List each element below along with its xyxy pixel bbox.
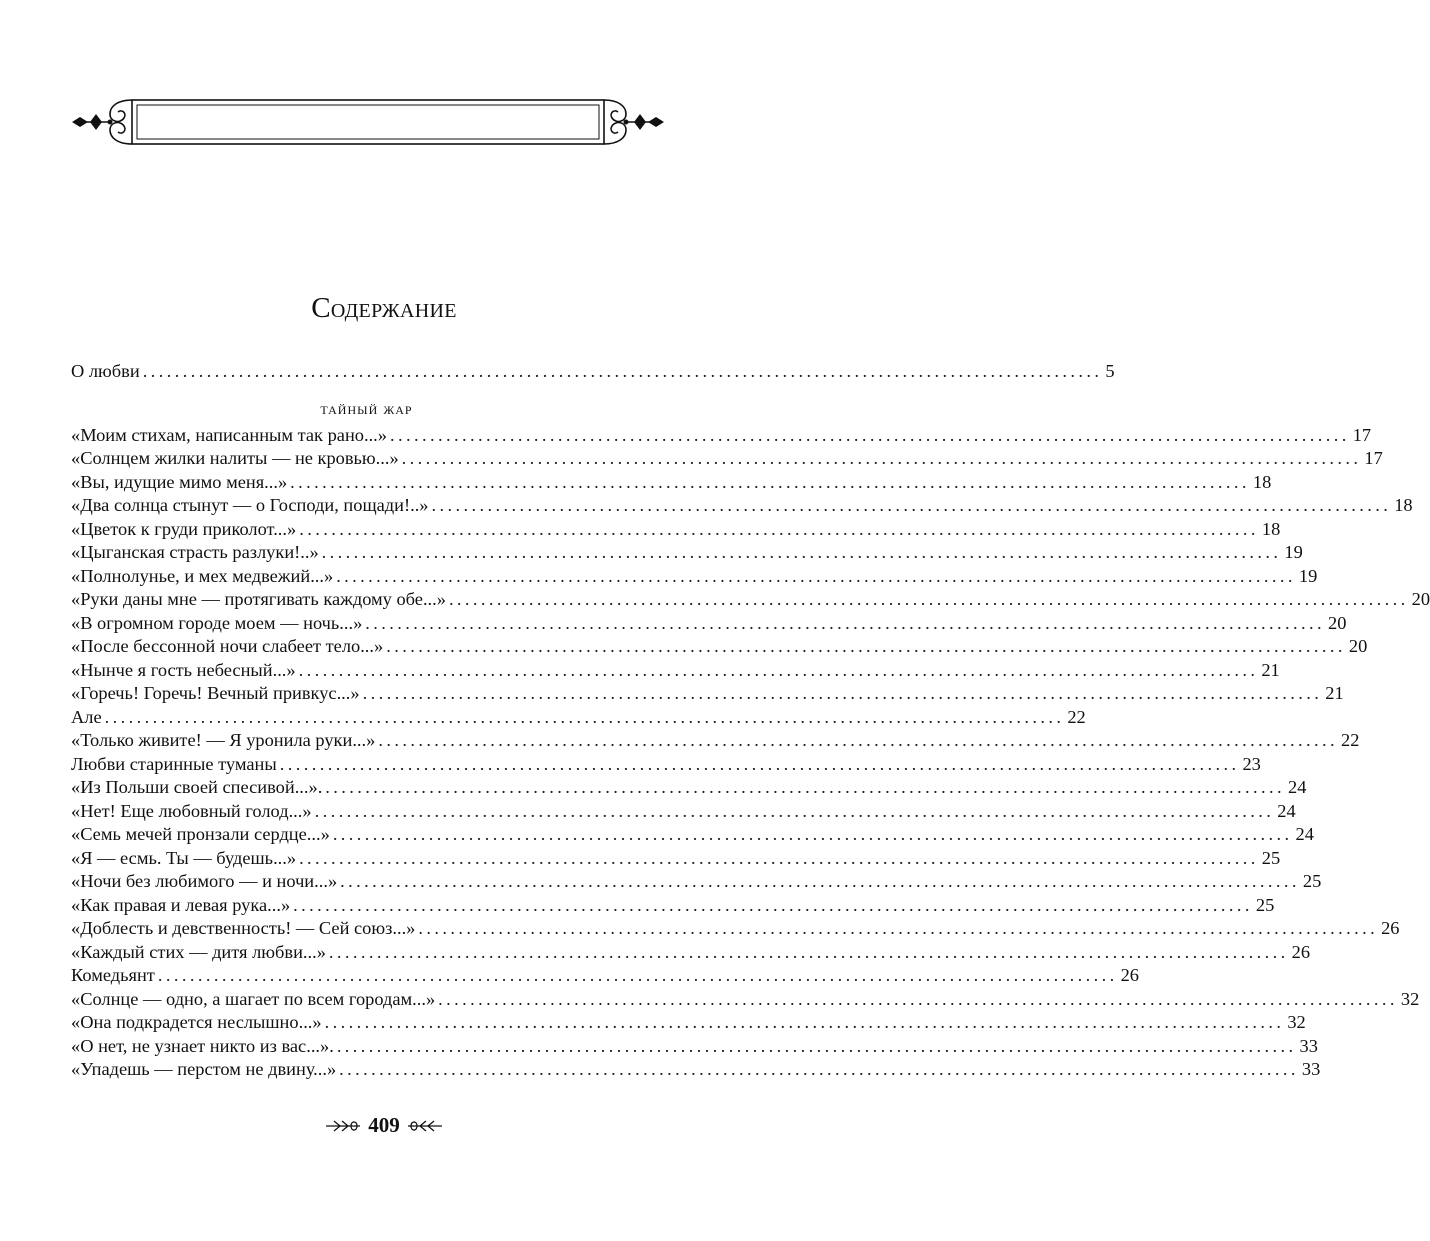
dot-leader: ........................................................................................................................ (314, 800, 1275, 821)
toc-entry-label: Але (71, 706, 102, 727)
dot-leader: ........................................................................................................................ (438, 988, 1398, 1009)
toc-entry (71, 659, 1280, 683)
toc-entry-label: «Семь мечей пронзали сердце...» (71, 824, 330, 844)
toc-entry (71, 870, 1322, 894)
toc-entry (71, 753, 1261, 777)
toc-entry-label: «Нынче я гость небесный...» (71, 659, 296, 680)
toc-entry-page: 25 (1261, 847, 1281, 868)
toc-entry-label: «После бессонной ночи слабеет тело...» (71, 636, 384, 656)
toc-entry-label: Любви старинные туманы (71, 753, 277, 774)
toc-entry-page: 19 (1298, 565, 1318, 586)
toc-entry-label: О любви (71, 361, 140, 381)
toc-entry-page: 25 (1302, 871, 1322, 891)
toc-entry-page: 32 (1287, 1012, 1306, 1032)
toc-entry-page: 25 (1255, 894, 1275, 915)
toc-entry (71, 682, 1344, 706)
toc-entry-page: 26 (1381, 918, 1400, 938)
toc-entry-label: «Руки даны мне — протягивать каждому обе...» (71, 589, 446, 609)
toc-entry (71, 729, 1360, 753)
toc-entry-page: 33 (1299, 1035, 1318, 1056)
left-flourish-icon (324, 1118, 362, 1134)
dot-leader: ........................................................................................................................ (418, 918, 1379, 938)
toc-entry-label: «Только живите! — Я уронила руки...» (71, 730, 376, 750)
toc-entry-label: «Полнолунье, и мех медвежий...» (71, 565, 334, 586)
dot-leader: ........................................................................................................................ (279, 753, 1240, 774)
dot-leader: ........................................................................................................................ (431, 495, 1392, 515)
section-heading: тайный жар (320, 398, 413, 418)
toc-entry-label: «Я — есмь. Ты — будешь...» (71, 847, 297, 868)
dot-leader: ........................................................................................................................ (299, 518, 1259, 539)
dot-leader: ........................................................................................................................ (336, 1035, 1297, 1056)
dot-leader: ........................................................................................................................ (157, 965, 1118, 985)
toc-entry-page: 26 (1120, 965, 1139, 985)
toc-entry-label: «Солнце — одно, а шагает по всем городам...» (71, 988, 436, 1009)
toc-entries-list (71, 424, 1430, 1082)
toc-entry (71, 565, 1318, 589)
toc-entry (71, 424, 1372, 448)
toc-entry-label: «В огромном городе моем — ночь...» (71, 612, 363, 633)
dot-leader: ........................................................................................................................ (336, 565, 1296, 586)
toc-entry-page: 20 (1411, 589, 1430, 609)
toc-entry-label: «Ночи без любимого — и ночи...» (71, 871, 338, 891)
toc-entry-page: 18 (1261, 518, 1281, 539)
toc-entry-page: 17 (1364, 448, 1383, 468)
page-title: Содержание (311, 292, 457, 324)
toc-entry-label: «Цветок к груди приколот...» (71, 518, 297, 539)
toc-entry (71, 706, 1086, 730)
toc-entry-page: 19 (1284, 542, 1303, 562)
dot-leader: ........................................................................................................................ (104, 706, 1065, 727)
toc-entry (71, 612, 1347, 636)
toc-entry-page: 24 (1288, 777, 1307, 797)
toc-entry-label: «О нет, не узнает никто из вас...». (71, 1035, 334, 1056)
dot-leader: ........................................................................................................................ (299, 847, 1259, 868)
dot-leader: ........................................................................................................................ (386, 636, 1346, 656)
toc-entry-page: 20 (1328, 612, 1347, 633)
dot-leader: ........................................................................................................................ (325, 777, 1286, 797)
toc-entry-page: 24 (1277, 800, 1296, 821)
toc-entry-label: «Из Польши своей спесивой...». (71, 777, 323, 797)
toc-entry (71, 847, 1281, 871)
toc-entry-page: 5 (1105, 361, 1115, 381)
dot-leader: ........................................................................................................................ (448, 589, 1409, 609)
toc-entry-label: «Солнцем жилки налиты — не кровью...» (71, 448, 399, 468)
toc-entry (71, 800, 1296, 824)
toc-entry (71, 635, 1368, 659)
dot-leader: ........................................................................................................................ (362, 683, 1323, 703)
toc-entry-page: 20 (1348, 636, 1368, 656)
toc-entry (71, 1035, 1318, 1059)
dot-leader: ........................................................................................................................ (339, 1059, 1299, 1079)
page-footer (0, 1113, 768, 1138)
toc-entry-page: 22 (1067, 706, 1086, 727)
toc-entry-page: 21 (1325, 683, 1344, 703)
toc-entry-label: «Доблесть и девственность! — Сей союз...» (71, 918, 416, 938)
toc-entry (71, 447, 1383, 471)
toc-entry-page: 17 (1352, 424, 1372, 445)
toc-entry-page: 18 (1252, 471, 1272, 492)
toc-entry-label: «Она подкрадется неслышно...» (71, 1012, 322, 1032)
toc-entry (71, 494, 1413, 518)
toc-entry (71, 1011, 1306, 1035)
toc-entry-first (71, 360, 1115, 384)
dot-leader: ........................................................................................................................ (290, 471, 1250, 492)
toc-entry-page: 22 (1341, 730, 1360, 750)
toc-entry (71, 917, 1400, 941)
toc-entry (71, 518, 1281, 542)
toc-entry-page: 26 (1291, 941, 1311, 962)
right-flourish-icon (406, 1118, 444, 1134)
dot-leader: ........................................................................................................................ (378, 730, 1339, 750)
dot-leader: ........................................................................................................................ (389, 424, 1350, 445)
toc-entry-page: 18 (1394, 495, 1413, 515)
page-number: 409 (368, 1113, 400, 1137)
toc-entry-label: «Моим стихам, написанным так рано...» (71, 424, 387, 445)
dot-leader: ........................................................................................................................ (401, 448, 1362, 468)
toc-entry-page: 32 (1400, 988, 1420, 1009)
toc-entry-label: «Вы, идущие мимо меня...» (71, 471, 288, 492)
toc-entry (71, 894, 1275, 918)
toc-entry-page: 21 (1261, 659, 1280, 680)
dot-leader: ........................................................................................................................ (321, 542, 1282, 562)
toc-entry-label: «Упадешь — перстом не двину...» (71, 1059, 337, 1079)
dot-leader: ........................................................................................................................ (340, 871, 1300, 891)
toc-entry-label: Комедьянт (71, 965, 155, 985)
toc-entry-page: 23 (1242, 753, 1261, 774)
toc-entry (71, 988, 1420, 1012)
dot-leader: ........................................................................................................................ (332, 824, 1293, 844)
toc-entry (71, 588, 1430, 612)
dot-leader: ........................................................................................................................ (365, 612, 1326, 633)
toc-entry-label: «Нет! Еще любовный голод...» (71, 800, 312, 821)
toc-entry (71, 964, 1139, 988)
toc-entry (71, 1058, 1321, 1082)
dot-leader: ........................................................................................................................ (328, 941, 1289, 962)
toc-entry-label: «Каждый стих — дитя любви...» (71, 941, 326, 962)
toc-entry (71, 823, 1314, 847)
dot-leader: ........................................................................................................................ (293, 894, 1253, 915)
toc-entry-page: 24 (1295, 824, 1314, 844)
toc-entry (71, 541, 1303, 565)
toc-entry-label: «Горечь! Горечь! Вечный привкус...» (71, 683, 360, 703)
toc-entry (71, 471, 1272, 495)
dot-leader: ........................................................................................................................ (324, 1012, 1285, 1032)
toc-entry-label: «Два солнца стынут — о Господи, пощади!..» (71, 495, 429, 515)
toc-entry-label: «Как правая и левая рука...» (71, 894, 291, 915)
toc-entry (71, 941, 1311, 965)
toc-entry (71, 776, 1307, 800)
dot-leader: ........................................................................................................................ (298, 659, 1259, 680)
table-of-contents (71, 360, 1430, 1082)
header-ornament-frame (70, 92, 666, 152)
toc-entry-page: 33 (1301, 1059, 1321, 1079)
toc-entry-label: «Цыганская страсть разлуки!..» (71, 542, 319, 562)
dot-leader: ........................................................................................................................ (142, 361, 1103, 381)
